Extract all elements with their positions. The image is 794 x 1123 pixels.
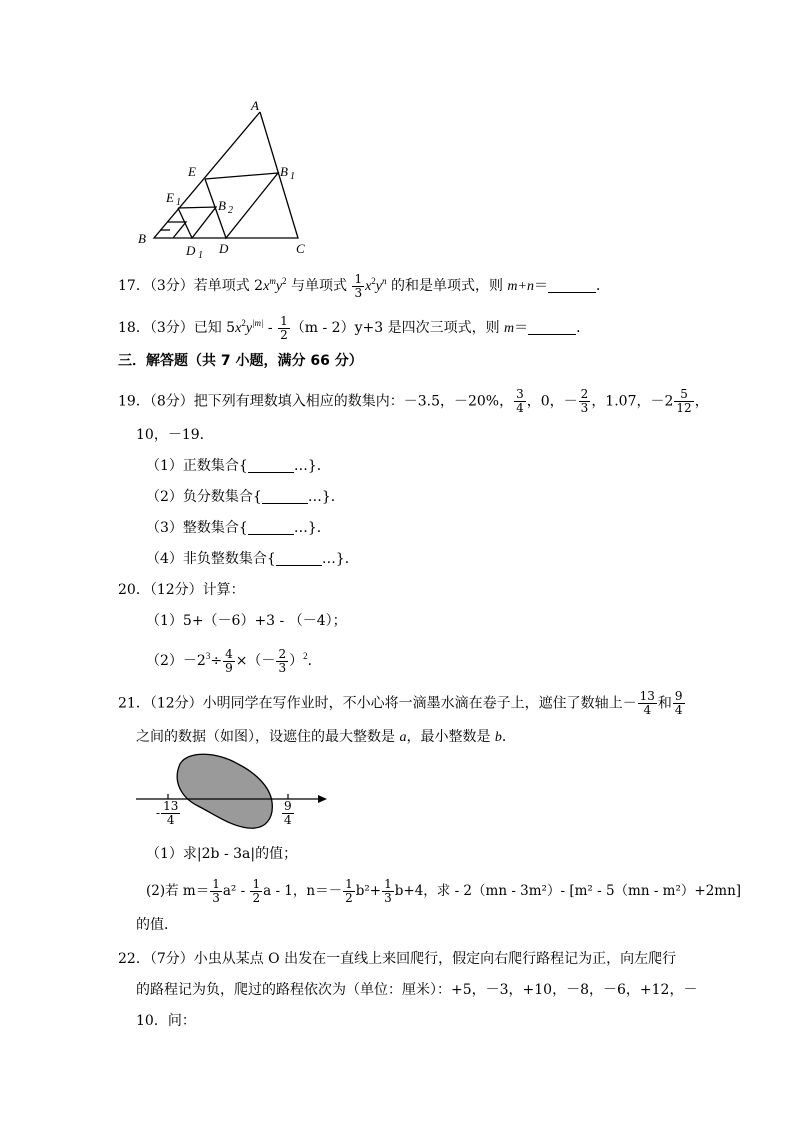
question-19-line2: 10，－19． [136, 427, 214, 443]
question-18: 18．（3分）已知 $5x^2y^{|m|}$ - $\frac{1}{2}$ （m - 2）y+3 是四次三项式，则 m＝ ． [118, 313, 591, 342]
question-19: 19．（8分）把下列有理数填入相应的数集内：－3.5，－20%， $\frac{3}{4}$ ，0，－ $\frac{2}{3}$ ，1.07，－2 $\frac{5}{12}$ ， [118, 387, 709, 415]
label-b: B [138, 231, 146, 246]
ink-blot [177, 754, 272, 828]
label-c: C [296, 241, 305, 256]
answer-blank[interactable] [262, 489, 308, 504]
axis-label-left: - $\frac{13}{4}$ [156, 799, 179, 827]
q20-part-1: （1）5+（－6）+3 - （－4）； [146, 613, 347, 629]
triangle-e-b1-d [205, 173, 278, 238]
q20-part-2: $(2)-2^3\div$ $\frac{4}{9}$ ×（－ $\frac{2}{3}$ ）$^2$． [146, 646, 322, 675]
q19-item-3: （3）整数集合{ …}． [146, 520, 331, 536]
q19-item-2: （2）负分数集合{ …}． [146, 489, 345, 505]
question-22-line1: 22．（7分）小虫从某点 O 出发在一直线上来回爬行，假定向右爬行路程记为正，向左爬行 [118, 951, 677, 967]
question-22-line3: 10．问： [136, 1013, 196, 1029]
question-20: 20．（12分）计算： [118, 582, 245, 598]
axis-label-right: $\frac{9}{4}$ [284, 799, 292, 827]
q19-item-1: （1）正数集合{ …}． [146, 458, 331, 474]
label-d1: D [186, 243, 196, 258]
q19-item-4: （4）非负整数集合{ …}． [146, 551, 359, 567]
q17-fraction: $\frac{1}{3}$ [354, 271, 363, 300]
label-b2: B [218, 198, 226, 213]
label-d: D [219, 241, 229, 256]
label-e1-sub: 1 [176, 197, 181, 208]
question-21-line2: 之间的数据（如图），设遮住的最大整数是 a，最小整数是 b． [136, 729, 516, 745]
answer-blank[interactable] [548, 278, 596, 293]
label-e1: E [166, 190, 174, 205]
axis-arrow [318, 795, 327, 803]
label-b2-sub: 2 [228, 205, 233, 216]
answer-blank[interactable] [248, 458, 294, 473]
label-b1-sub: 1 [290, 171, 295, 182]
q18-fraction: $\frac{1}{2}$ [280, 313, 288, 342]
answer-blank[interactable] [276, 551, 322, 566]
section-title: 三．解答题（共 7 小题，满分 66 分） [118, 353, 363, 369]
label-e: E [188, 164, 196, 179]
answer-blank[interactable] [528, 320, 576, 335]
question-17: 17．（3分）若单项式 $2x^my^2$ 与单项式 $\frac{1}{3}$ $x^2y^n$ 的和是单项式，则 m+n＝ ． [118, 271, 610, 300]
question-22-line2: 的路程记为负，爬过的路程依次为（单位：厘米）：+5，－3，+10，－8，－6，+12，－ [136, 982, 698, 998]
answer-blank[interactable] [248, 520, 294, 535]
question-21: 21．（12分）小明同学在写作业时，不小心将一滴墨水滴在卷子上，遮住了数轴上－ $\frac{13}{4}$ 和 $\frac{9}{4}$ [118, 689, 683, 717]
triangle-figure [130, 95, 320, 260]
label-b1: B [280, 164, 288, 179]
q21-part-2: (2)若 m＝ $\frac{1}{3}$ a² - $\frac{1}{2}$ a - 1，n＝－ $\frac{1}{2}$ b²+ $\frac{1}{3}$ b+4，求 - 2（mn - 3m²）- [m² - 5（mn - m²）+2mn] [146, 877, 742, 905]
q21-part-2-tail: 的值． [136, 917, 178, 933]
label-d1-sub: 1 [198, 250, 203, 260]
label-a: A [251, 98, 259, 113]
q21-part-1: （1）求|2b - 3a|的值； [146, 846, 298, 862]
